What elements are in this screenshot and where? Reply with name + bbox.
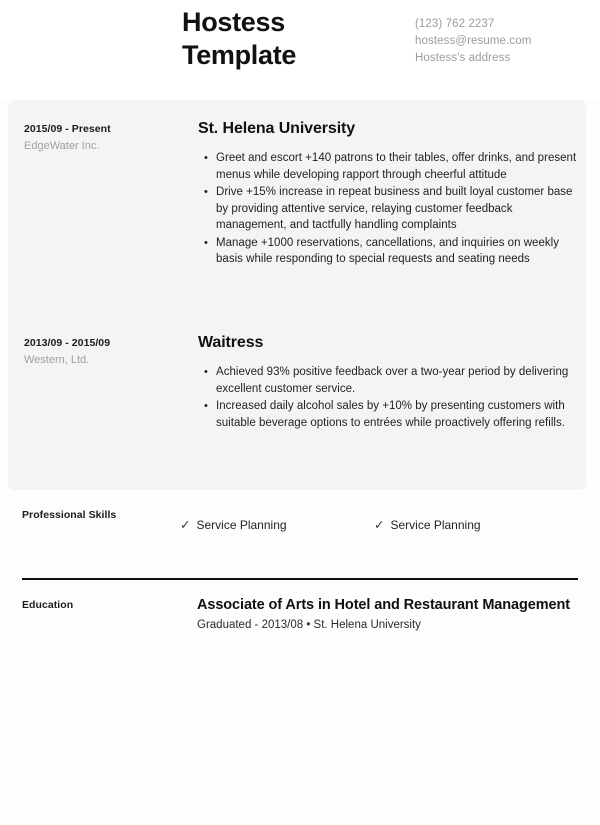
education-degree: Associate of Arts in Hotel and Restaurant Management (197, 597, 570, 613)
contact-address: Hostess's address (415, 52, 511, 64)
check-icon: ✓ (180, 518, 191, 532)
list-item: • Achieved 93% positive feedback over a two-year period by delivering excellent customer service. (216, 364, 583, 397)
list-item: • Greet and escort +140 patrons to their tables, offer drinks, and present menus while developing rapport through cheerful attitude (216, 150, 583, 183)
section-divider (22, 578, 578, 580)
list-item: • Drive +15% increase in repeat business and built loyal customer base by providing attentive service, relaying customer feedback management, and tactfully handling complaints (216, 184, 583, 234)
experience-title: Waitress (198, 334, 264, 351)
experience-company: EdgeWater Inc. (24, 140, 100, 152)
list-item: • Manage +1000 reservations, cancellations, and inquiries on weekly basis while responding to special requests and seating needs (216, 235, 583, 268)
check-icon: ✓ (374, 518, 385, 532)
experience-bullet-list (198, 150, 583, 268)
education-section-label: Education (22, 599, 74, 611)
experience-meta (24, 336, 189, 368)
page-title (182, 6, 397, 72)
contact-phone: (123) 762 2237 (415, 18, 495, 30)
resume-header (0, 0, 600, 100)
list-item: • Increased daily alcohol sales by +10% by presenting customers with suitable beverage options to entrées while proactively offering refills. (216, 398, 583, 431)
experience-panel (8, 100, 586, 490)
experience-title: St. Helena University (198, 120, 356, 137)
skills-section-label: Professional Skills (22, 509, 117, 521)
contact-block (415, 16, 585, 67)
skill-label: Service Planning (390, 518, 481, 532)
list-item (180, 517, 287, 533)
experience-company: Western, Ltd. (24, 354, 90, 366)
skill-label: Service Planning (196, 518, 287, 532)
experience-body (198, 332, 583, 432)
education-body (197, 596, 587, 633)
contact-email: hostess@resume.com (415, 35, 532, 47)
list-item (374, 517, 481, 533)
name-line-1: Hostess (182, 7, 285, 37)
experience-dates: 2015/09 - Present (24, 123, 111, 135)
experience-dates: 2013/09 - 2015/09 (24, 337, 111, 349)
name-line-2: Template (182, 40, 297, 70)
experience-meta (24, 122, 189, 154)
experience-bullet-list (198, 364, 583, 431)
education-detail: Graduated - 2013/08 • St. Helena University (197, 619, 421, 631)
experience-body (198, 118, 583, 269)
